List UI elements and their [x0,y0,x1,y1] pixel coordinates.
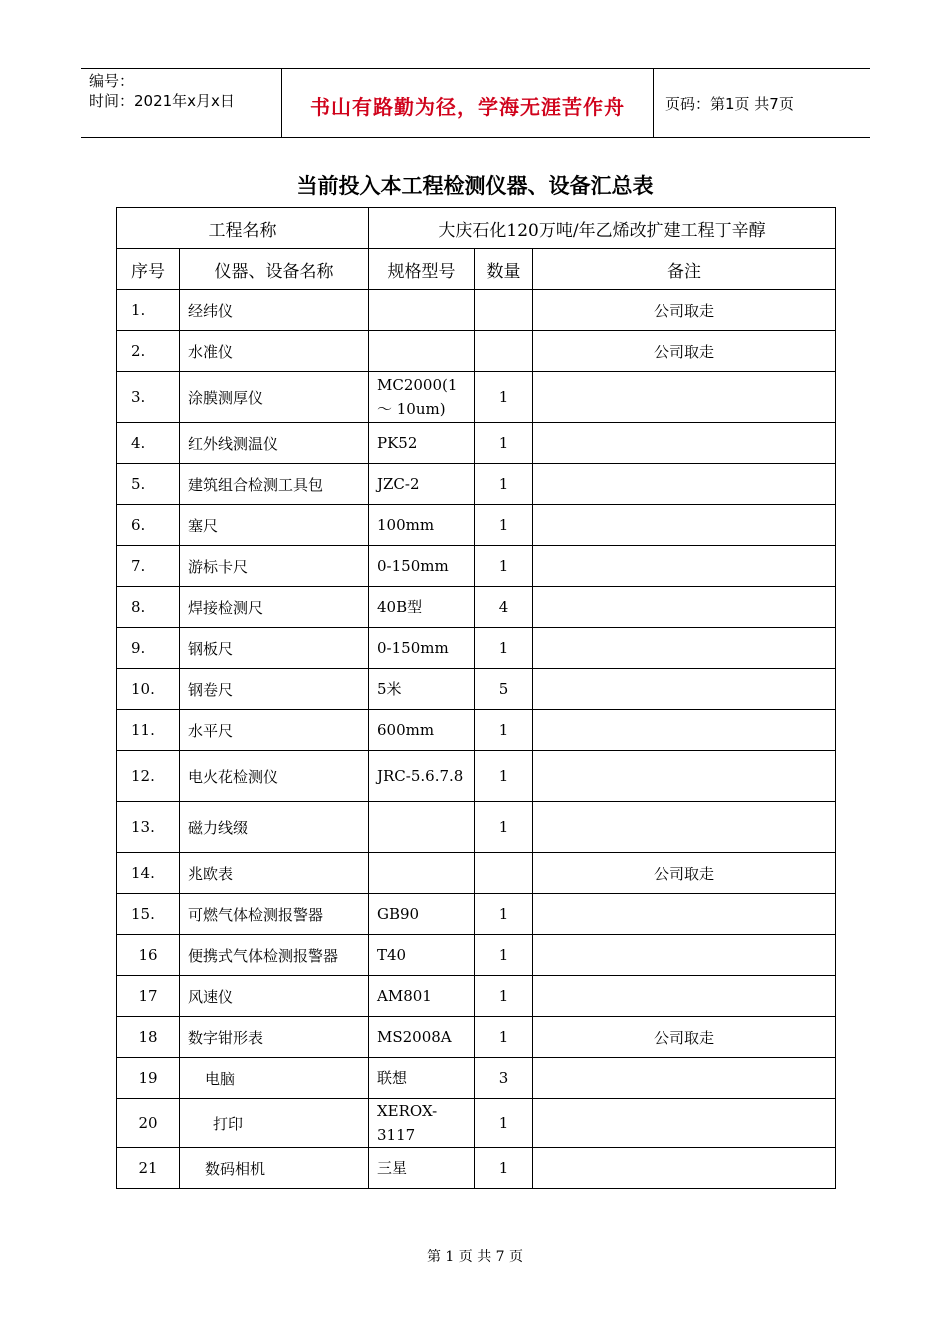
table-row [117,976,836,1017]
row-number: 18 [117,1017,180,1058]
row-name: 水平尺 [180,710,369,751]
row-name: 经纬仪 [180,290,369,331]
row-number: 8. [117,587,180,628]
row-note [533,935,836,976]
number-label: 编号： [89,72,135,90]
row-name: 打印 [180,1099,369,1148]
row-note [533,628,836,669]
row-qty: 1 [475,976,533,1017]
row-spec [369,802,475,853]
row-number: 17 [117,976,180,1017]
table-row [117,505,836,546]
row-note [533,1099,836,1148]
row-name: 可燃气体检测报警器 [180,894,369,935]
row-qty: 1 [475,1099,533,1148]
row-qty [475,331,533,372]
row-note [533,710,836,751]
row-qty: 4 [475,587,533,628]
column-header: 数量 [475,249,533,290]
row-number: 2. [117,331,180,372]
row-qty [475,853,533,894]
document-header [81,68,870,138]
row-qty: 1 [475,751,533,802]
row-name: 数字钳形表 [180,1017,369,1058]
row-spec: 40B型 [369,587,475,628]
row-name: 数码相机 [180,1148,369,1189]
row-name: 焊接检测尺 [180,587,369,628]
row-qty: 1 [475,464,533,505]
table-row [117,1148,836,1189]
column-header-row [117,249,836,290]
row-number: 4. [117,423,180,464]
row-note [533,505,836,546]
document-title: 当前投入本工程检测仪器、设备汇总表 [296,174,654,198]
row-number: 5. [117,464,180,505]
row-note [533,372,836,423]
row-qty: 3 [475,1058,533,1099]
row-note: 公司取走 [533,1017,836,1058]
row-note [533,669,836,710]
column-header: 仪器、设备名称 [180,249,369,290]
row-note [533,894,836,935]
header-divider [653,69,654,137]
table-row [117,464,836,505]
row-qty: 1 [475,710,533,751]
row-qty: 1 [475,802,533,853]
row-name: 建筑组合检测工具包 [180,464,369,505]
row-note [533,546,836,587]
table-row [117,331,836,372]
row-number: 19 [117,1058,180,1099]
column-header: 序号 [117,249,180,290]
row-qty: 1 [475,372,533,423]
table-row [117,423,836,464]
row-number: 11. [117,710,180,751]
row-qty: 5 [475,669,533,710]
row-name: 钢板尺 [180,628,369,669]
row-number: 15. [117,894,180,935]
row-spec: 100mm [369,505,475,546]
row-note: 公司取走 [533,290,836,331]
row-note [533,976,836,1017]
row-qty: 1 [475,935,533,976]
row-spec: T40 [369,935,475,976]
table-row [117,1058,836,1099]
row-spec: JZC-2 [369,464,475,505]
row-note [533,464,836,505]
row-qty: 1 [475,505,533,546]
table-row [117,894,836,935]
row-number: 13. [117,802,180,853]
row-spec: AM801 [369,976,475,1017]
row-name: 磁力线缀 [180,802,369,853]
header-page-info: 页码：第1页 共7页 [665,95,794,113]
row-note [533,1148,836,1189]
table-row [117,751,836,802]
table-row [117,669,836,710]
row-spec: JRC-5.6.7.8 [369,751,475,802]
row-name: 塞尺 [180,505,369,546]
table-row [117,628,836,669]
row-spec [369,853,475,894]
row-number: 12. [117,751,180,802]
row-number: 3. [117,372,180,423]
row-spec [369,331,475,372]
row-spec: XEROX-3117 [369,1099,475,1148]
table-row [117,546,836,587]
row-spec: MS2008A [369,1017,475,1058]
table-row [117,853,836,894]
project-label: 工程名称 [117,208,369,249]
row-spec: PK52 [369,423,475,464]
row-number: 14. [117,853,180,894]
project-value: 大庆石化120万吨/年乙烯改扩建工程丁辛醇 [369,208,836,249]
table-row [117,710,836,751]
row-name: 游标卡尺 [180,546,369,587]
equipment-table [116,207,836,1189]
header-meta [89,71,235,111]
row-note [533,587,836,628]
row-name: 电火花检测仪 [180,751,369,802]
row-spec: 5米 [369,669,475,710]
row-qty [475,290,533,331]
row-spec [369,290,475,331]
table-row [117,290,836,331]
row-spec: 0-150mm [369,628,475,669]
table-row [117,1017,836,1058]
row-number: 1. [117,290,180,331]
column-header: 备注 [533,249,836,290]
row-spec: GB90 [369,894,475,935]
row-note [533,423,836,464]
row-qty: 1 [475,1148,533,1189]
time-label: 时间：2021年x月x日 [89,92,235,110]
table-row [117,935,836,976]
row-name: 风速仪 [180,976,369,1017]
row-number: 6. [117,505,180,546]
row-name: 红外线测温仪 [180,423,369,464]
row-qty: 1 [475,546,533,587]
row-number: 9. [117,628,180,669]
row-number: 10. [117,669,180,710]
row-name: 兆欧表 [180,853,369,894]
row-qty: 1 [475,894,533,935]
table-row [117,372,836,423]
row-name: 电脑 [180,1058,369,1099]
project-row [117,208,836,249]
row-qty: 1 [475,423,533,464]
row-note: 公司取走 [533,331,836,372]
row-name: 便携式气体检测报警器 [180,935,369,976]
row-number: 20 [117,1099,180,1148]
row-qty: 1 [475,1017,533,1058]
row-name: 涂膜测厚仪 [180,372,369,423]
row-note [533,1058,836,1099]
row-name: 水准仪 [180,331,369,372]
row-spec: 联想 [369,1058,475,1099]
row-name: 钢卷尺 [180,669,369,710]
column-header: 规格型号 [369,249,475,290]
table-row [117,802,836,853]
row-spec: 0-150mm [369,546,475,587]
row-qty: 1 [475,628,533,669]
row-note [533,751,836,802]
row-spec: 三星 [369,1148,475,1189]
row-note [533,802,836,853]
row-number: 16 [117,935,180,976]
table-row [117,587,836,628]
header-motto: 书山有路勤为径，学海无涯苦作舟 [310,95,625,119]
page-footer: 第 1 页 共 7 页 [426,1249,524,1265]
table-row [117,1099,836,1148]
row-spec: 600mm [369,710,475,751]
row-number: 21 [117,1148,180,1189]
row-number: 7. [117,546,180,587]
row-spec: MC2000(1 ～ 10um) [369,372,475,423]
row-note: 公司取走 [533,853,836,894]
